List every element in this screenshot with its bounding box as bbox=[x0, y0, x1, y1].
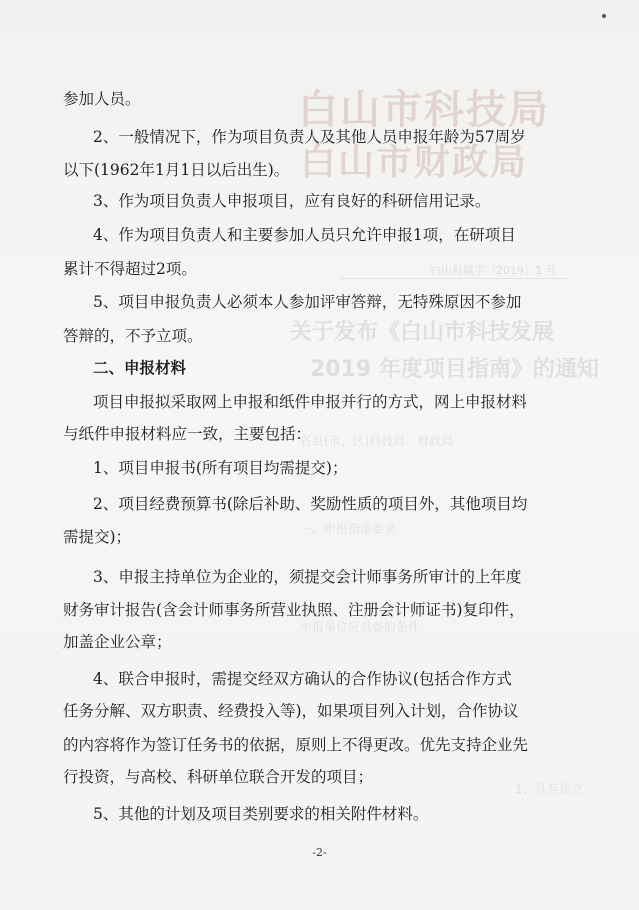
text-line: 4、联合申报时，需提交经双方确认的合作协议(包括合作方式 bbox=[93, 670, 512, 688]
text-line: 加盖企业公章； bbox=[63, 633, 172, 651]
text-line: 5、其他的计划及项目类别要求的相关附件材料。 bbox=[93, 805, 429, 823]
text-line: 行投资，与高校、科研单位联合开发的项目； bbox=[63, 768, 374, 786]
text-line: 以下(1962年1月1日以后出生)。 bbox=[63, 161, 290, 179]
text-line: 需提交)； bbox=[63, 528, 132, 546]
text-line: 3、申报主持单位为企业的，须提交会计师事务所审计的上年度 bbox=[93, 568, 522, 586]
text-line: 2、项目经费预算书(除后补助、奖励性质的项目外，其他项目均 bbox=[93, 495, 528, 513]
bleed-through-text: 白山科联字〔2019〕1 号 bbox=[430, 264, 557, 277]
text-line: 答辩的，不予立项。 bbox=[63, 327, 203, 345]
bleed-through-text: 白山市财政局 bbox=[300, 142, 529, 183]
bleed-through-text: 2019 年度项目指南》的通知 bbox=[310, 357, 599, 382]
bleed-through-rule bbox=[340, 278, 570, 279]
bleed-through-text: 关于发布《白山市科技发展 bbox=[290, 320, 555, 345]
bleed-through-text: 1、具有独立 bbox=[515, 782, 583, 796]
text-line: 与纸件申报材料应一致，主要包括： bbox=[63, 425, 312, 443]
text-line: 2、一般情况下，作为项目负责人及其他人员申报年龄为57周岁 bbox=[93, 128, 526, 146]
bleed-through-text: 各县(市、区)科技局、财政局 bbox=[300, 434, 454, 448]
bleed-through-text: 白山市科技局 bbox=[298, 87, 550, 133]
text-line: 的内容将作为签订任务书的依据，原则上不得更改。优先支持企业先 bbox=[63, 736, 529, 754]
text-line: 5、项目申报负责人必须本人参加评审答辩，无特殊原因不参加 bbox=[93, 293, 522, 311]
section-heading: 二、申报材料 bbox=[93, 358, 187, 377]
text-line: 3、作为项目负责人申报项目，应有良好的科研信用记录。 bbox=[93, 192, 491, 210]
text-line: 1、项目申报书(所有项目均需提交)； bbox=[93, 459, 348, 477]
text-line: 项目申报拟采取网上申报和纸件申报并行的方式，网上申报材料 bbox=[93, 393, 528, 411]
bleed-through-text: 申报单位应具备的条件 bbox=[300, 620, 421, 634]
text-line: 财务审计报告(含会计师事务所营业执照、注册会计师证书)复印件， bbox=[63, 601, 525, 619]
scan-speck bbox=[602, 14, 606, 18]
page-number: -2- bbox=[312, 846, 327, 859]
bleed-through-text: 一、申报指南要求 bbox=[300, 522, 397, 536]
text-line: 任务分解、双方职责、经费投入等)，如果项目列入计划，合作协议 bbox=[63, 702, 519, 720]
text-line: 累计不得超过2项。 bbox=[63, 260, 197, 278]
text-line: 参加人员。 bbox=[63, 90, 141, 108]
text-line: 4、作为项目负责人和主要参加人员只允许申报1项，在研项目 bbox=[93, 226, 516, 244]
